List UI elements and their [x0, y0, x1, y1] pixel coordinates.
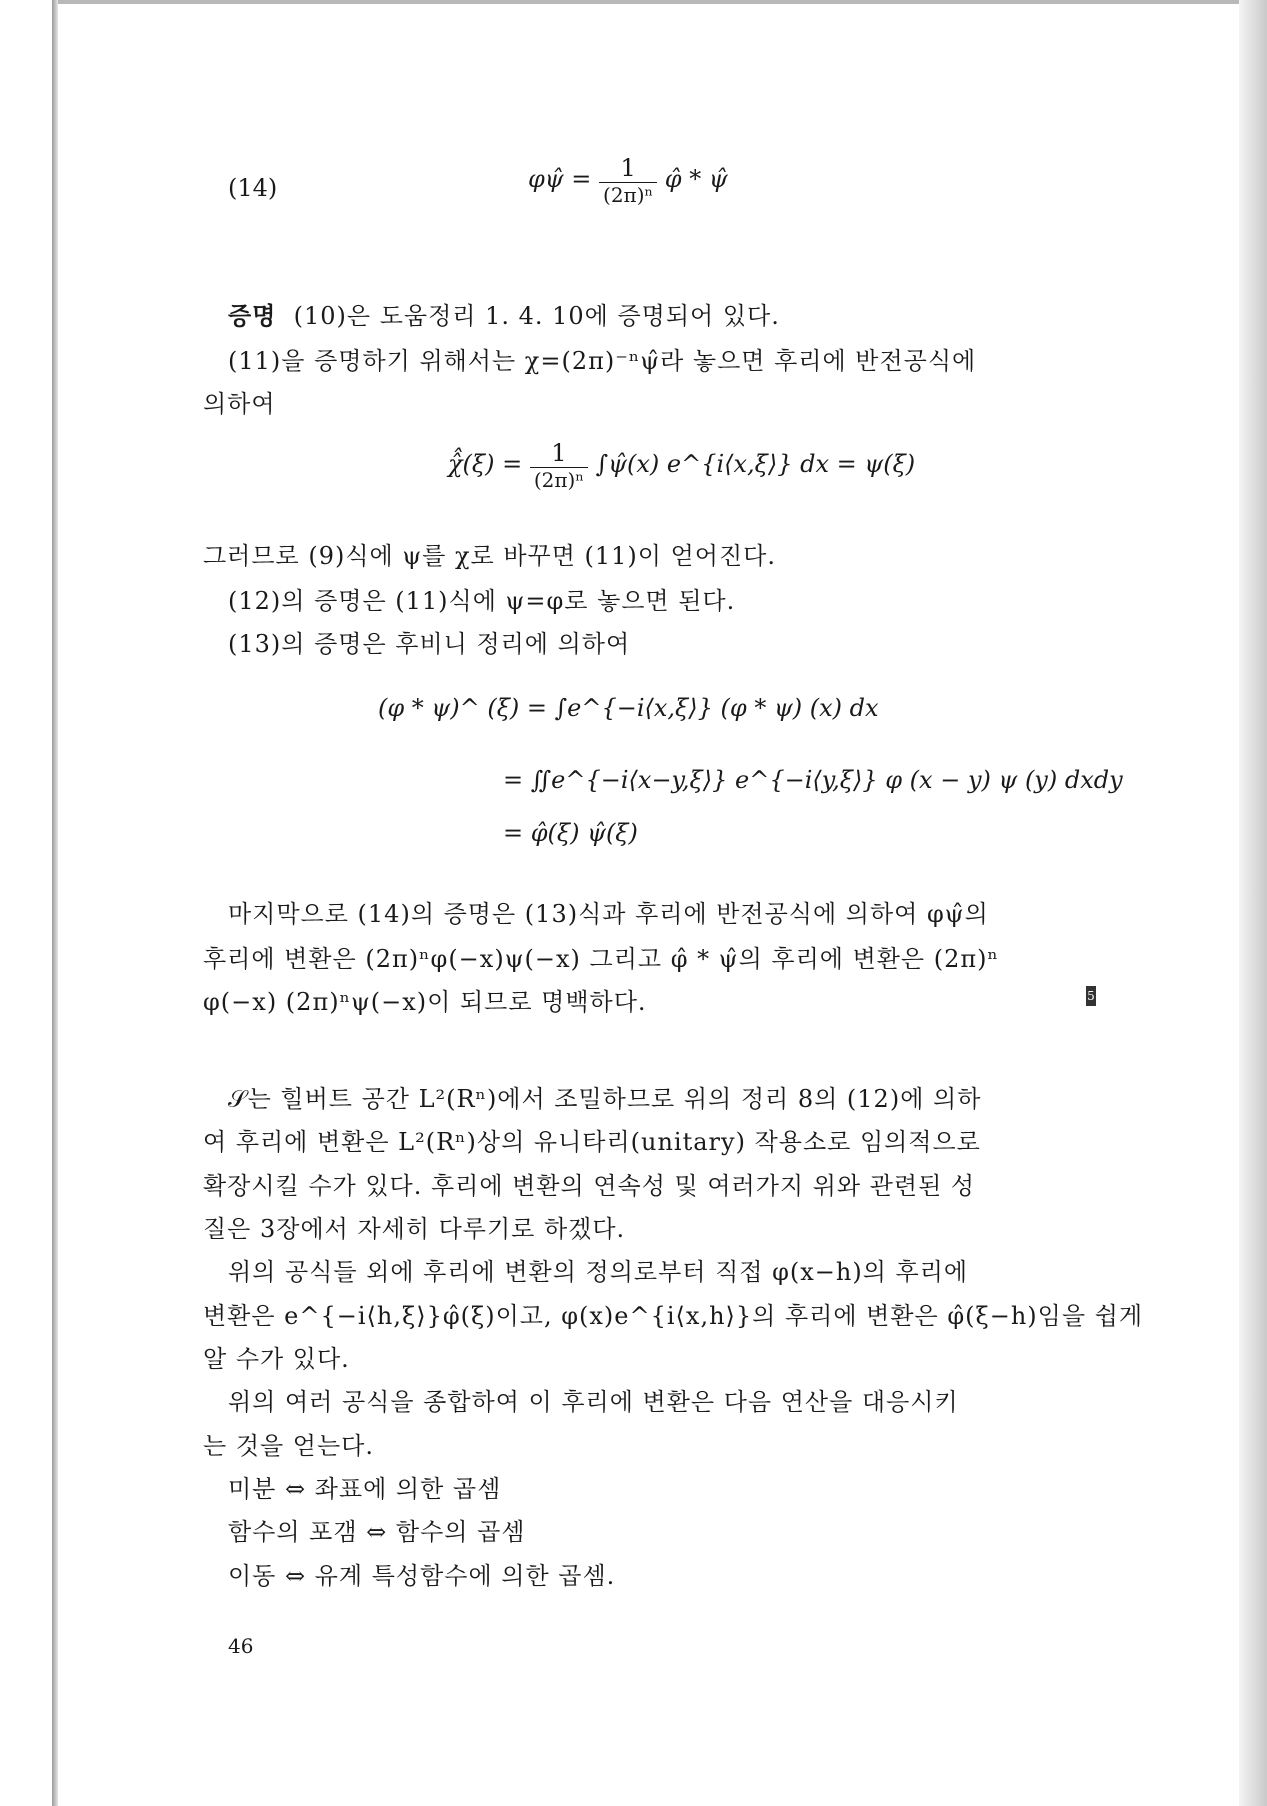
correspondence-item-3: 이동 ⇔ 유계 특성함수에 의한 곱셈. [228, 1562, 616, 1590]
document-page [58, 4, 1239, 1806]
c-line-2: 는 것을 얻는다. [203, 1432, 374, 1460]
chi-denominator: (2π)ⁿ [533, 468, 585, 492]
p14-line-3: φ(−x) (2π)ⁿψ(−x)이 되므로 명백하다. [203, 988, 647, 1016]
conv-line-2: = ∬e^{−i⟨x−y,ξ⟩} e^{−i⟨y,ξ⟩} φ (x − y) ψ (y) dxdy [503, 766, 1123, 794]
s-line-4: 질은 3장에서 자세히 다루기로 하겠다. [203, 1215, 626, 1243]
margin-mark: 5 [1086, 986, 1096, 1006]
page-shadow-right [1239, 0, 1267, 1806]
eq14-fraction [599, 154, 657, 207]
chi-fraction [530, 439, 588, 492]
eq14 [528, 154, 728, 207]
eq14-denominator: (2π)ⁿ [603, 183, 654, 207]
p11-line-1: (11)을 증명하기 위해서는 χ=(2π)⁻ⁿψ̂라 놓으면 후리에 반전공식에 [228, 347, 977, 375]
c-line-1: 위의 여러 공식을 종합하여 이 후리에 변환은 다음 연산을 대응시키 [228, 1388, 959, 1416]
proof-line-1-text: (10)은 도움정리 1. 4. 10에 증명되어 있다. [293, 302, 780, 330]
eq14-lhs: φψ̂ = [528, 165, 592, 193]
p14-line-1: 마지막으로 (14)의 증명은 (13)식과 후리에 반전공식에 의하여 φψ̂의 [228, 900, 989, 928]
eq14-rhs: φ̂ * ψ̂ [664, 165, 728, 193]
eq14-label: (14) [228, 174, 278, 202]
f-line-1: 위의 공식들 외에 후리에 변환의 정의로부터 직접 φ(x−h)의 후리에 [228, 1258, 969, 1286]
s-line-3: 확장시킬 수가 있다. 후리에 변환의 연속성 및 여러가지 위와 관련된 성 [203, 1172, 976, 1200]
conv-line-3: = φ̂(ξ) ψ̂(ξ) [503, 819, 638, 847]
chi-lhs: χ̂̂(ξ) = [448, 450, 523, 478]
f-line-3: 알 수가 있다. [203, 1345, 350, 1373]
correspondence-item-2: 함수의 포갬 ⇔ 함수의 곱셈 [228, 1518, 526, 1546]
p14-line-2: 후리에 변환은 (2π)ⁿφ(−x)ψ(−x) 그리고 φ̂ * ψ̂의 후리에 변환은 (2π)ⁿ [203, 945, 999, 973]
after-chi-line: 그러므로 (9)식에 ψ를 χ로 바꾸면 (11)이 얻어진다. [203, 542, 776, 570]
page-number: 46 [228, 1634, 254, 1658]
s-line-2: 여 후리에 변환은 L²(Rⁿ)상의 유니타리(unitary) 작용소로 임의적으로 [203, 1128, 981, 1156]
correspondence-item-1: 미분 ⇔ 좌표에 의한 곱셈 [228, 1475, 502, 1503]
p13-line: (13)의 증명은 후비니 정리에 의하여 [228, 630, 631, 658]
proof-label: 증명 [228, 301, 277, 330]
conv-line-1: (φ * ψ)^ (ξ) = ∫e^{−i⟨x,ξ⟩} (φ * ψ) (x) dx [378, 694, 879, 722]
f-line-2: 변환은 e^{−i⟨h,ξ⟩}φ̂(ξ)이고, φ(x)e^{i⟨x,h⟩}의 후리에 변환은 φ̂(ξ−h)임을 쉽게 [203, 1302, 1144, 1330]
proof-line-1 [228, 296, 780, 331]
chi-equation [448, 439, 915, 492]
p11-line-2: 의하여 [203, 390, 276, 418]
p12-line: (12)의 증명은 (11)식에 ψ=φ로 놓으면 된다. [228, 587, 736, 615]
chi-rhs: ∫ψ̂(x) e^{i⟨x,ξ⟩} dx = ψ(ξ) [595, 450, 916, 478]
s-line-1: 𝒮는 힐버트 공간 L²(Rⁿ)에서 조밀하므로 위의 정리 8의 (12)에 의하 [228, 1085, 982, 1113]
chi-numerator: 1 [530, 439, 588, 468]
eq14-numerator: 1 [599, 154, 657, 183]
